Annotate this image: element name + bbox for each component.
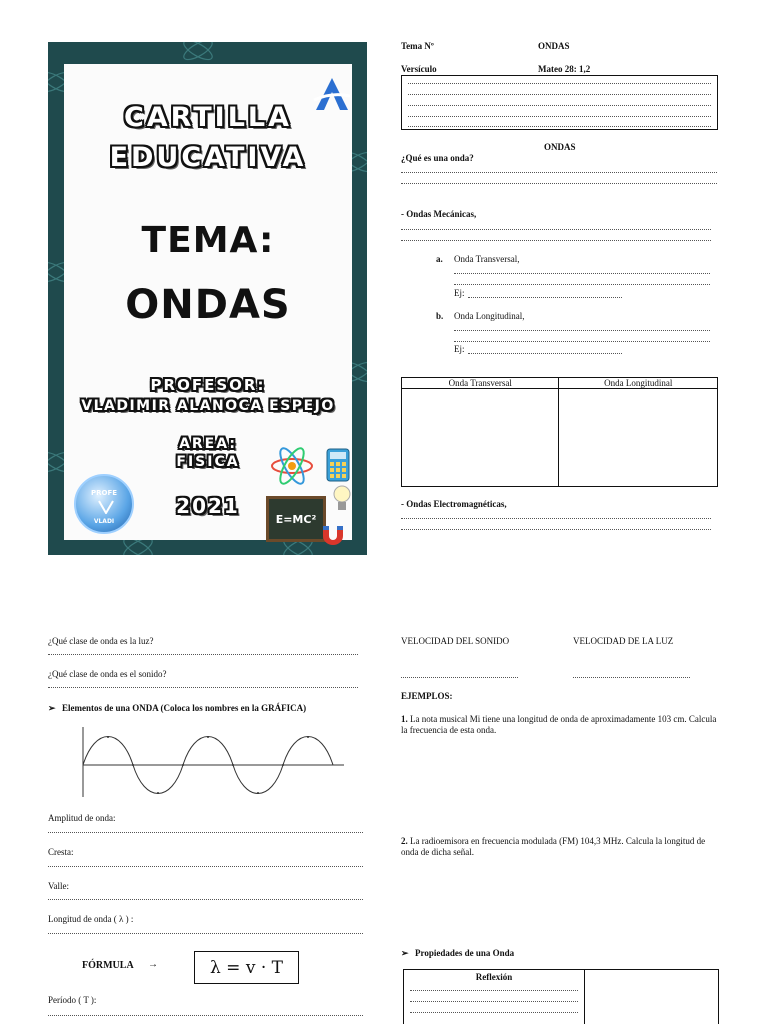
profe-vladi-badge	[74, 474, 134, 534]
question-sonido: ¿Qué clase de onda es el sonido?	[48, 669, 167, 679]
item-a-marker: a.	[436, 254, 443, 264]
answer-line[interactable]	[401, 518, 711, 519]
cover-profesor-name: VLADIMIR ALANOCA ESPEJO	[81, 398, 335, 414]
elementos-bullet: ➢	[48, 703, 56, 713]
propiedades-bullet: ➢	[401, 948, 409, 958]
formula-label: FÓRMULA	[82, 960, 134, 971]
cover-title-line2: EDUCATIVA	[109, 142, 307, 173]
answer-line[interactable]	[410, 1012, 578, 1013]
example-1-number: 1.	[401, 714, 408, 724]
cover-area-value: FISICA	[176, 454, 240, 470]
answer-line[interactable]	[401, 229, 711, 230]
badge-bottom-text: VLADI	[93, 518, 115, 525]
cover-panel	[64, 64, 352, 540]
section-title: ONDAS	[544, 142, 576, 152]
item-b-marker: b.	[436, 311, 444, 321]
answer-line[interactable]	[401, 529, 711, 530]
magnet-icon	[320, 524, 346, 546]
lightbulb-icon	[332, 484, 352, 516]
answer-line[interactable]	[468, 297, 622, 298]
ondas-electromagneticas-heading: - Ondas Electromagnéticas,	[401, 499, 507, 509]
table-cell-transversal[interactable]	[402, 389, 559, 487]
answer-line[interactable]	[454, 341, 710, 342]
propiedades-divider	[584, 970, 585, 1024]
cover-year: 2021	[176, 494, 240, 518]
velocidad-luz-label: VELOCIDAD DE LA LUZ	[573, 636, 674, 646]
table-cell-longitudinal[interactable]	[559, 389, 718, 487]
answer-line[interactable]	[454, 330, 710, 331]
answer-line[interactable]	[48, 687, 358, 688]
versiculo-value: Mateo 28: 1,2	[538, 64, 591, 74]
ondas-mecanicas-heading: - Ondas Mecánicas,	[401, 209, 477, 219]
tema-label: Tema Nº	[401, 41, 434, 51]
reflexion-label: Reflexión	[475, 972, 513, 982]
ejemplos-heading: EJEMPLOS:	[401, 691, 453, 701]
item-a-example-label: Ej:	[454, 288, 465, 298]
field-amplitud: Amplitud de onda:	[48, 813, 116, 823]
calculator-icon	[326, 448, 350, 482]
cover-tema-value: ONDAS	[125, 282, 291, 328]
answer-line[interactable]	[401, 240, 711, 241]
velocidad-sonido-label: VELOCIDAD DEL SONIDO	[401, 636, 510, 646]
example-1-text: La nota musical Mi tiene una longitud de onda de aproximadamente 103 cm. Calcula la frecuencia de esta onda.	[401, 714, 717, 735]
answer-line[interactable]	[401, 172, 717, 173]
versiculo-label: Versículo	[401, 64, 437, 74]
example-2-number: 2.	[401, 836, 408, 846]
tema-value: ONDAS	[538, 41, 570, 51]
answer-line[interactable]	[48, 1015, 363, 1016]
field-longitud: Longitud de onda ( λ ) :	[48, 914, 134, 924]
badge-v-icon	[98, 500, 114, 514]
badge-top-text: PROFE	[90, 489, 118, 497]
answer-line[interactable]	[410, 990, 578, 991]
cover-title-line1: CARTILLA	[123, 102, 293, 133]
item-b-label: Onda Longitudinal,	[454, 311, 525, 321]
item-b-example-label: Ej:	[454, 344, 465, 354]
answer-line[interactable]	[48, 933, 363, 934]
formula-box: λ = v · T	[194, 951, 299, 984]
table-header-transversal: Onda Transversal	[402, 378, 559, 389]
cover-profesor-label: PROFESOR:	[150, 376, 266, 394]
table-header-longitudinal: Onda Longitudinal	[559, 378, 718, 389]
answer-line[interactable]	[48, 866, 363, 867]
wave-graph	[78, 725, 350, 800]
example-2-text: La radioemisora en frecuencia modulada (FM) 104,3 MHz. Calcula la longitud de onda de dicha señal.	[401, 836, 706, 857]
answer-line[interactable]	[410, 1001, 578, 1002]
example-1	[401, 714, 719, 736]
question-onda: ¿Qué es una onda?	[401, 153, 474, 163]
answer-line[interactable]	[468, 353, 622, 354]
field-cresta: Cresta:	[48, 847, 74, 857]
question-luz: ¿Qué clase de onda es la luz?	[48, 636, 154, 646]
formula-blackboard: E=MC²	[266, 496, 326, 542]
example-2	[401, 836, 719, 858]
answer-line[interactable]	[48, 832, 363, 833]
answer-line[interactable]	[48, 654, 358, 655]
comparison-table	[401, 377, 718, 487]
elementos-heading: Elementos de una ONDA (Coloca los nombres en la GRÁFICA)	[62, 703, 307, 713]
formula-arrow: →	[148, 959, 158, 970]
field-valle: Valle:	[48, 881, 69, 891]
answer-line[interactable]	[454, 284, 710, 285]
propiedades-table	[403, 969, 719, 1024]
cover-area-label: AREA:	[179, 436, 237, 452]
versiculo-box[interactable]	[401, 75, 718, 130]
velocidad-sonido-answer[interactable]	[401, 677, 518, 678]
answer-line[interactable]	[401, 183, 717, 184]
answer-line[interactable]	[454, 273, 710, 274]
atom-icon	[270, 444, 314, 488]
velocidad-luz-answer[interactable]	[573, 677, 690, 678]
item-a-label: Onda Transversal,	[454, 254, 520, 264]
field-periodo: Período ( T ):	[48, 995, 97, 1005]
propiedades-heading: Propiedades de una Onda	[415, 948, 515, 958]
cover-image	[48, 42, 367, 555]
answer-line[interactable]	[48, 899, 363, 900]
cover-tema-label: TEMA:	[141, 220, 275, 261]
